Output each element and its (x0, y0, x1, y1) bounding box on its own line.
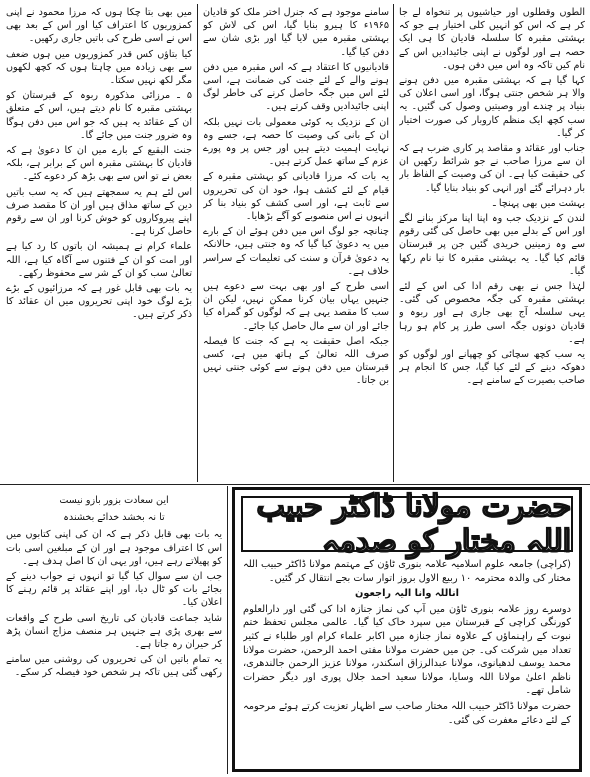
paragraph: لہٰذا جس نے بھی رقم ادا کی اس کے لئے بہشتی مقبرہ کی جگہ مخصوص کی گئی۔ یہی سلسلہ آج بھی جاری ہے اور ربوہ و قادیان دونوں جگہ اسی طرز پر کام ہو رہا ہے۔ (399, 281, 585, 345)
condolence-news-box (232, 487, 582, 772)
paragraph: یہ بات کہ مرزا قادیانی کو بہشتی مقبرہ کے قیام کے لئے کشف ہوا، خود ان کی تحریروں سے ثابت ہے، اور اسی کشف کو بنیاد بنا کر انہوں نے اس منصوبے کو آگے بڑھایا۔ (203, 171, 389, 223)
article-column-left-lower (6, 490, 222, 772)
paragraph: علماء کرام نے ہمیشہ ان باتوں کا رد کیا ہے اور امت کو ان کے فتنوں سے آگاہ کیا ہے، اللہ تعالیٰ سب کو ان کے شر سے محفوظ رکھے۔ (6, 241, 192, 279)
column-rule (393, 4, 394, 482)
paragraph: جب ان سے سوال کیا گیا تو انہوں نے جواب دینے کے بجائے بات کو ٹال دیا، اور اپنے عقائد پر قائم رہنے کا اعلان کیا۔ (6, 571, 222, 609)
paragraph: ۵ ـ مرزائی مذکورہ ربوہ کے قبرستان کو بہشتی مقبرہ کا نام دیتے ہیں، اس کے متعلق ان کے عقائد یہ ہیں کہ جو اس میں دفن ہوگا وہ ضرور جنت میں جائے گا۔ (6, 90, 192, 141)
intro-paragraph: (کراچی) جامعہ علوم اسلامیہ علامہ بنوری ٹاؤن کے مہتمم مولانا ڈاکٹر حبیب اللہ مختار کی والدہ محترمہ ۱۰ ربیع الاول بروز اتوار سات بجے انتقال کر گئیں۔ (243, 559, 571, 584)
paragraph: بہشت میں بھی پہنچا ـ (492, 197, 585, 209)
paragraph: کہا گیا ہے کہ بہشتی مقبرہ میں دفن ہونے والا ہر شخص جنتی ہوگا، اور اسی اعلان کی بنیاد پر چندے اور وصیتیں وصول کی گئیں۔ یہ سب کچھ ایک منظم کاروبار کی صورت اختیار کر گیا۔ (399, 75, 585, 139)
condolence-body (243, 558, 571, 763)
paragraph: اسی طرح کے اور بھی بہت سے دعوے ہیں جنہیں یہاں بیان کرنا ممکن نہیں، لیکن ان سب کا مقصد یہی ہے کہ لوگوں کو گمراہ کیا جائے اور ان سے مال حاصل کیا جائے۔ (203, 281, 389, 332)
column-rule (197, 4, 198, 482)
persian-verse-line-1: این سعادت بزور بازو نیست (59, 495, 169, 506)
paragraph: ان کے نزدیک یہ کوئی معمولی بات نہیں بلکہ ان کے بانی کی وصیت کا حصہ ہے، جسے وہ نہایت اہمیت دیتے ہیں اور جس پر وہ پورے عزم کے ساتھ عمل کرتے ہیں۔ (203, 116, 389, 168)
paragraph: جبکہ اصل حقیقت یہ ہے کہ جنت کا فیصلہ صرف اللہ تعالیٰ کے ہاتھ میں ہے، کسی قبرستان میں دفن ہونے سے کوئی جنتی نہیں بن جاتا۔ (203, 335, 389, 387)
paragraph: چنانچہ جو لوگ اس میں دفن ہوئے ان کے بارے میں یہ دعویٰ کیا گیا کہ وہ جنتی ہیں، حالانکہ یہ دعویٰ قرآن و سنت کی تعلیمات کے سراسر خلاف ہے۔ (203, 226, 389, 277)
section-rule (0, 484, 590, 485)
article-column-right (399, 6, 585, 480)
paragraph: اس لئے ہم یہ سمجھتے ہیں کہ یہ سب باتیں دین کے ساتھ مذاق ہیں اور ان کا مقصد صرف اپنے پیروکاروں کو خوش کرنا اور ان سے رقوم حاصل کرنا ہے۔ (6, 186, 192, 238)
paragraph: جناب اور عقائد و مقاصد پر کاری ضرب ہے کہ ان سے مرزا صاحب نے جو شرائط رکھیں ان کی حقیقت کیا ہے۔ ان کی وصیت کے الفاظ بار بار دہرائے گئے اور انہی کو بنیاد بنایا گیا۔ (399, 143, 585, 194)
paragraph: یہ بات بھی قابل غور ہے کہ مرزائیوں کے بڑے بڑے لوگ خود اپنی تحریروں میں ان عقائد کا ذکر کرتے ہیں۔ (6, 283, 192, 321)
paragraph: لندن کے نزدیک جب وہ اپنا اپنا مرکز بنانے لگے اور اس کے بدلے میں بھی حاصل کی گئی رقوم سے وہ زمینیں خریدی گئیں جن پر قبرستان قائم کیا گیا۔ یہ بہشتی مقبرہ کا نیا نام رکھا گیا۔ (399, 213, 585, 277)
paragraph: یہ بات بھی قابل ذکر ہے کہ ان کی اپنی کتابوں میں اس کا اعتراف موجود ہے اور ان کے مبلغین اسی بات کو پھیلاتے رہے ہیں، اور یہی ان کا اصل ہدف ہے۔ (6, 529, 222, 567)
paragraph: یہ تمام باتیں ان کی تحریروں کی روشنی میں سامنے رکھی گئی ہیں تاکہ ہر شخص خود فیصلہ کر سکے۔ (6, 654, 222, 679)
inna-lillah-line: اناللہ وانا الیہ راجعون (354, 588, 460, 600)
paragraph: قادیانیوں کا اعتقاد ہے کہ اس مقبرہ میں دفن ہونے والے کے لئے جنت کی ضمانت ہے، اسی لئے اس میں جگہ حاصل کرنے کی خاطر لوگ اپنی جائیدادیں وقف کرتے ہیں۔ (203, 61, 389, 113)
persian-verse-line-2: تا نہ بخشد خدائے بخشندہ (63, 512, 165, 524)
paragraph: میں بھی بتا چکا ہوں کہ مرزا محمود نے اپنی کمزوریوں کا اعتراف کیا اور اس کے بعد بھی اس نے اسی طرح کی باتیں جاری رکھیں۔ (6, 7, 192, 45)
article-column-left (6, 6, 192, 480)
paragraph: الطوں وقطلوں اور حیاشیوں پر تنخواہ لے جا کر ہے کہ اس کو انہیں کلی اختیار ہے جو کہ بہشتی مقبرہ کا سلسلہ قادیان کا ہی ایک حصہ ہے اور لوگوں نے اپنی جائیدادیں اس کے نام کیں تاکہ وہ اس میں دفن ہوں۔ (399, 7, 585, 71)
headline: حضرت مولانا ڈاکٹر حبیب اللہ مختار کو صدمہ (256, 489, 571, 559)
paragraph: شاید جماعت قادیان کی تاریخ اسی طرح کے واقعات سے بھری پڑی ہے جنہیں ہر منصف مزاج انسان پڑھ کر حیران رہ جاتا ہے۔ (6, 612, 222, 651)
headline-banner (241, 489, 573, 559)
paragraph: جنت البقیع کے بارے میں ان کا دعویٰ ہے کہ قادیان کا بہشتی مقبرہ اس کے برابر ہے، بلکہ بعض نے تو اس سے بھی بڑھ کر دعوے کئے۔ (6, 145, 192, 183)
closing-paragraph: حضرت مولانا ڈاکٹر حبیب اللہ مختار صاحب سے اظہار تعزیت کرتے ہوئے مرحومہ کے لئے دعائے مغفرت کی گئی۔ (243, 700, 571, 726)
paragraph: سامنے موجود ہے کہ جنرل اختر ملک کو قادیان ۱۹۶۵ء کا ہیرو بنایا گیا، اس کی لاش کو بہشتی مقبرہ میں لایا گیا اور بڑی شان سے دفن کیا گیا۔ (203, 7, 389, 58)
column-rule (227, 486, 228, 774)
paragraph: یہ سب کچھ سچائی کو چھپانے اور لوگوں کو دھوکہ دینے کے لئے کیا گیا، جس کا انجام ہر صاحب بصیرت کے سامنے ہے۔ (399, 349, 585, 387)
article-column-middle (203, 6, 389, 480)
details-paragraph: دوسرے روز علامہ بنوری ٹاؤن میں آپ کی نماز جنازہ ادا کی گئی اور دارالعلوم کورنگی کراچی کے قبرستان میں سپرد خاک کیا گیا۔ عالمی مجلس تحفظ ختم نبوت کے راہنماؤں کے علاوہ نماز جنازہ میں اکابر علماء کرام اور طلباء نے کثیر تعداد میں شرکت کی۔ جن میں حضرت مولانا مفتی احمد الرحمن، حضرت مولانا محمد یوسف لدھیانوی، مولانا عبدالرزاق اسکندر، مولانا عزیز الرحمن جالندھری، ناظم اعلیٰ مولانا اللہ وسایا، مولانا سعید احمد جلال پوری اور دیگر حضرات شامل تھے۔ (243, 603, 571, 697)
paragraph: کیا بتاؤں کس قدر کمزوریوں میں ہوں ضعف سے بھی زیادہ میں چاہتا ہوں کہ کچھ لکھوں مگر لکھ نہیں سکتا۔ (6, 48, 192, 87)
